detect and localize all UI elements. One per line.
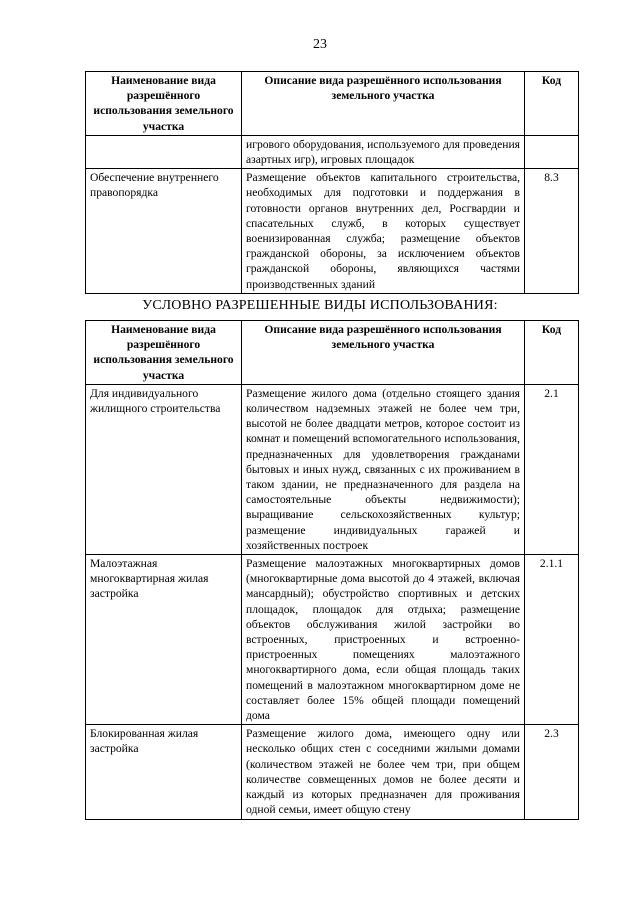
cell-name: Блокированная жилая застройка (86, 725, 242, 819)
header-code: Код (525, 321, 579, 385)
cell-description: игрового оборудования, используемого для проведения азартных игр), игровых площадок (242, 135, 525, 168)
cell-description: Размещение жилого дома (отдельно стоящего здания количеством надземных этажей не более чем три, высотой не более двадцати метров, которое состоит из комнат и помещений вспомогательного использования, предназначенных для удовлетворения гражданами бытовых и иных нужд, связанных с их проживанием в таком здании, не предназначенного для раздела на самостоятельные объекты недвижимости); выращивание сельскохозяйственных культур; размещение индивидуальных гаражей и хозяйственных построек (242, 384, 525, 554)
cell-name: Малоэтажная многоквартирная жилая застройка (86, 555, 242, 725)
header-description: Описание вида разрешённого использования земельного участка (242, 72, 525, 136)
table-header-row (86, 321, 579, 385)
header-description: Описание вида разрешённого использования земельного участка (242, 321, 525, 385)
table-header-row (86, 72, 579, 136)
cell-name: Обеспечение внутреннего правопорядка (86, 169, 242, 294)
cell-description: Размещение малоэтажных многоквартирных домов (многоквартирные дома высотой до 4 этажей, включая мансардный); обустройство спортивных и детских площадок, площадок для отдыха; размещение объектов обслуживания жилой застройки во встроенных, пристроенных и встроенно-пристроенных помещениях малоэтажного многоквартирного дома, если общая площадь таких помещений в малоэтажном многоквартирном доме не составляет более 15% общей площади помещений дома (242, 555, 525, 725)
cell-empty (86, 135, 242, 168)
header-name: Наименование вида разрешённого использования земельного участка (86, 321, 242, 385)
table-row-continuation (86, 135, 579, 168)
table-row (86, 555, 579, 725)
table-row (86, 725, 579, 819)
cell-code: 2.3 (525, 725, 579, 819)
conditional-use-table (85, 320, 579, 820)
cell-description: Размещение жилого дома, имеющего одну или несколько общих стен с соседними жилыми домами (количеством этажей не более чем три, при общем количестве совмещенных домов не более десяти и каждый из которых предназначен для проживания одной семьи, имеет общую стену (242, 725, 525, 819)
land-use-table-continued (85, 71, 579, 294)
header-name: Наименование вида разрешённого использования земельного участка (86, 72, 242, 136)
table-row (86, 169, 579, 294)
cell-code: 8.3 (525, 169, 579, 294)
cell-empty (525, 135, 579, 168)
table-row (86, 384, 579, 554)
cell-name: Для индивидуального жилищного строительства (86, 384, 242, 554)
cell-code: 2.1 (525, 384, 579, 554)
section-title: УСЛОВНО РАЗРЕШЕННЫЕ ВИДЫ ИСПОЛЬЗОВАНИЯ: (142, 298, 498, 313)
cell-code: 2.1.1 (525, 555, 579, 725)
page-number: 23 (313, 37, 327, 52)
header-code: Код (525, 72, 579, 136)
cell-description: Размещение объектов капитального строительства, необходимых для подготовки и поддержания в готовности органов внутренних дел, Росгвардии и спасательных служб, в которых существует военизированная служба; размещение объектов гражданской обороны, за исключением объектов гражданской обороны, являющихся частями производственных зданий (242, 169, 525, 294)
